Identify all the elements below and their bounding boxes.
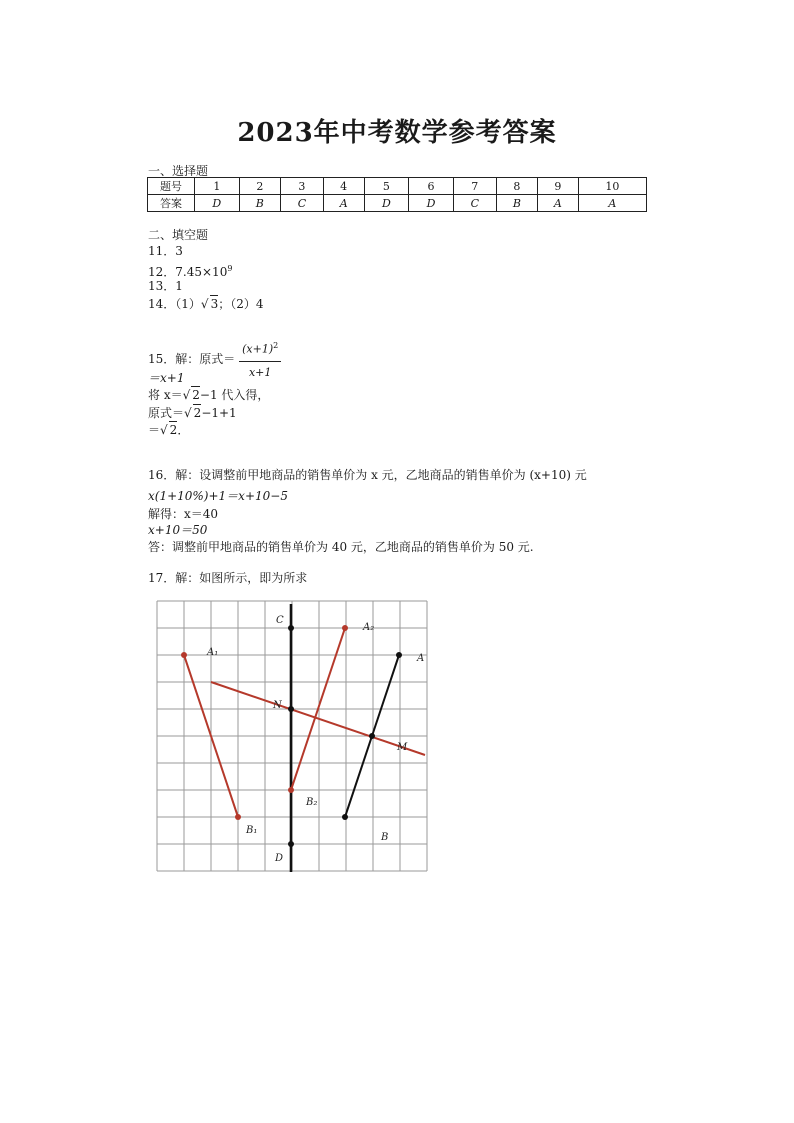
table-cell: A [538, 195, 579, 212]
answer-12-prefix: 12． [148, 265, 176, 279]
answer-17-line1: 17．解：如图所示，即为所求 [148, 571, 308, 585]
fraction-numerator: (x+1) [242, 342, 274, 356]
answer-15-line3-sqrt: 2 [192, 388, 200, 402]
section-choice-heading: 一、选择题 [148, 164, 209, 178]
answer-15-line3-a: 将 x＝ [148, 388, 183, 402]
answer-15-line4: 原式＝√ 2−1+1 [148, 406, 237, 420]
table-cell: A [578, 195, 646, 212]
point-a2 [342, 625, 348, 631]
point-d [288, 841, 294, 847]
table-cell: 6 [409, 178, 454, 195]
answer-15-line4-sqrt: 2 [193, 406, 202, 420]
answer-15-line2-text: ＝x+1 [148, 371, 185, 385]
answer-14-prefix: 14．（1） [148, 297, 201, 311]
answer-15-line5-b: ． [177, 423, 190, 437]
answer-15-line5-sqrt: 2 [169, 423, 178, 437]
answer-15-line3-b: −1 代入得， [199, 388, 270, 402]
point-b2 [288, 787, 294, 793]
fraction-denominator: x+1 [248, 365, 272, 379]
label-n: N [273, 700, 282, 711]
label-a: A [417, 653, 425, 664]
fraction-numerator-exp: 2 [273, 341, 279, 350]
answer-16-line3: 解得：x＝40 [148, 507, 219, 521]
answer-11: 11．3 [148, 244, 183, 258]
table-cell: 1 [195, 178, 240, 195]
answer-14: 14．（1）√ 3；（2）4 [148, 297, 264, 311]
label-m: M [397, 742, 408, 753]
point-a1 [181, 652, 187, 658]
table-cell: 10 [578, 178, 646, 195]
point-a [396, 652, 402, 658]
answer-16-line1: 16．解：设调整前甲地商品的销售单价为 x 元，乙地商品的销售单价为 (x+10) 元 [148, 468, 587, 482]
answer-16-line4: x+10＝50 [148, 523, 208, 537]
table-cell: A [323, 195, 364, 212]
answer-15-line4-b: −1+1 [201, 406, 237, 420]
table-cell: C [281, 195, 324, 212]
table-cell: 7 [453, 178, 496, 195]
answer-15-fraction [239, 336, 281, 383]
label-a2: A₂ [363, 622, 375, 633]
line-mn [211, 682, 425, 755]
table-row [148, 195, 647, 212]
table-header-number: 题号 [148, 178, 195, 195]
answer-15-line2 [148, 370, 184, 386]
section-fill-heading: 二、填空题 [148, 228, 209, 242]
table-cell: C [453, 195, 496, 212]
table-cell: 8 [496, 178, 537, 195]
label-d: D [275, 853, 284, 864]
answer-15-prefix: 15．解：原式＝ [148, 351, 236, 366]
answer-14-rest: ；（2）4 [218, 297, 264, 311]
point-n [288, 706, 294, 712]
answer-13: 13．1 [148, 279, 183, 293]
table-cell: 2 [239, 178, 280, 195]
answer-12-value: 7.45×10 [175, 265, 228, 279]
point-b1 [235, 814, 241, 820]
geometry-grid-figure [150, 595, 440, 880]
answer-table [147, 177, 647, 212]
answer-15-line5-a: ＝ [148, 423, 161, 437]
label-b: B [381, 832, 389, 843]
answer-15-line4-a: 原式＝ [148, 406, 185, 420]
point-b [342, 814, 348, 820]
label-b2: B₂ [306, 797, 318, 808]
table-header-answer: 答案 [148, 195, 195, 212]
label-a1: A₁ [207, 647, 219, 658]
table-row [148, 178, 647, 195]
label-c: C [276, 615, 284, 626]
answer-14-sqrt: 3 [210, 297, 219, 311]
page-title: 2023年中考数学参考答案 [237, 118, 557, 148]
table-cell: B [239, 195, 280, 212]
table-cell: D [409, 195, 454, 212]
point-c [288, 625, 294, 631]
answer-15-line5: ＝√ 2． [148, 423, 190, 437]
answer-12-exp: 9 [227, 264, 233, 273]
table-cell: 5 [364, 178, 409, 195]
table-cell: 4 [323, 178, 364, 195]
answer-16-line5: 答：调整前甲地商品的销售单价为 40 元，乙地商品的销售单价为 50 元. [148, 540, 534, 554]
answer-16-line2: x(1+10%)+1＝x+10−5 [148, 489, 288, 503]
table-cell: D [195, 195, 240, 212]
point-m [369, 733, 375, 739]
answer-15-line3: 将 x＝√ 2−1 代入得， [148, 388, 270, 402]
table-cell: 3 [281, 178, 324, 195]
table-cell: 9 [538, 178, 579, 195]
table-cell: B [496, 195, 537, 212]
table-cell: D [364, 195, 409, 212]
label-b1: B₁ [246, 825, 258, 836]
